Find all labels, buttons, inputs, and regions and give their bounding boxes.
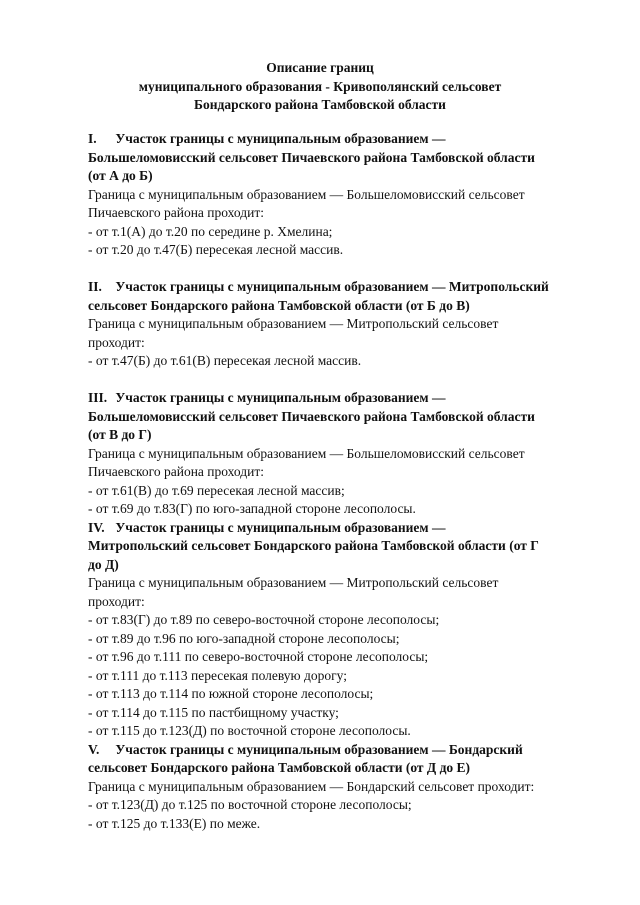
section-numeral: III.: [88, 390, 108, 405]
section-2: [88, 278, 608, 371]
body-line: проходит:: [88, 334, 145, 350]
heading-line: (от А до Б): [88, 168, 153, 183]
body-line: Граница с муниципальным образованием — Митропольский сельсовет: [88, 575, 499, 590]
heading-line: Участок границы с муниципальным образованием — Митропольский: [115, 279, 549, 294]
body-line: - от т.114 до т.115 по пастбищному участку;: [88, 704, 339, 720]
section-3: [88, 389, 608, 519]
title-line: муниципального образования - Кривополянский сельсовет: [138, 78, 502, 94]
section-heading: [88, 389, 608, 408]
heading-line: сельсовет Бондарского района Тамбовской области (от Д до Е): [88, 760, 471, 775]
section-heading: [88, 278, 608, 297]
body-line: Граница с муниципальным образованием — Бондарский сельсовет проходит:: [88, 778, 535, 794]
body-line: - от т.61(В) до т.69 пересекая лесной массив;: [88, 482, 345, 498]
document-title: [60, 59, 580, 115]
body-line: - от т.123(Д) до т.125 по восточной стороне лесополосы;: [88, 797, 412, 812]
heading-line: до Д): [88, 556, 119, 572]
heading-line: Митропольский сельсовет Бондарского района Тамбовской области (от Г: [88, 538, 539, 553]
document-body: [88, 130, 608, 833]
body-line: - от т.69 до т.83(Г) по юго-западной стороне лесополосы.: [88, 501, 416, 516]
body-line: Граница с муниципальным образованием — Большеломовисский сельсовет: [88, 186, 525, 202]
section-numeral: V.: [88, 741, 100, 757]
heading-line: Большеломовисский сельсовет Пичаевского района Тамбовской области: [88, 408, 535, 424]
section-4: [88, 519, 608, 741]
heading-line: (от В до Г): [88, 427, 152, 442]
body-line: - от т.20 до т.47(Б) пересекая лесной массив.: [88, 242, 344, 257]
section-heading: [88, 130, 608, 149]
body-line: - от т.96 до т.111 по северо-восточной стороне лесополосы;: [88, 649, 429, 664]
title-line: Бондарского района Тамбовской области: [194, 97, 446, 112]
heading-line: Участок границы с муниципальным образованием —: [115, 519, 446, 535]
body-line: - от т.113 до т.114 по южной стороне лесополосы;: [88, 686, 374, 701]
body-line: Граница с муниципальным образованием — Большеломовисский сельсовет: [88, 445, 525, 461]
section-heading: [88, 741, 608, 760]
section-numeral: IV.: [88, 519, 105, 535]
section-numeral: II.: [88, 279, 102, 294]
body-line: Пичаевского района проходит:: [88, 464, 265, 479]
section-5: [88, 741, 608, 834]
body-line: - от т.115 до т.123(Д) по восточной стороне лесополосы.: [88, 723, 411, 738]
body-line: - от т.47(Б) до т.61(В) пересекая лесной массив.: [88, 353, 362, 368]
heading-line: Участок границы с муниципальным образованием —: [115, 131, 446, 146]
body-line: - от т.111 до т.113 пересекая полевую дорогу;: [88, 667, 347, 683]
body-line: проходит:: [88, 593, 145, 609]
body-line: - от т.125 до т.133(Е) по меже.: [88, 815, 261, 831]
heading-line: Большеломовисский сельсовет Пичаевского района Тамбовской области: [88, 149, 535, 165]
body-line: - от т.83(Г) до т.89 по северо-восточной стороне лесополосы;: [88, 612, 440, 627]
section-1: [88, 130, 608, 260]
title-line: Описание границ: [266, 60, 374, 75]
body-line: Граница с муниципальным образованием — Митропольский сельсовет: [88, 316, 499, 331]
body-line: - от т.89 до т.96 по юго-западной стороне лесополосы;: [88, 630, 400, 646]
body-line: - от т.1(А) до т.20 по середине р. Хмелина;: [88, 223, 333, 239]
heading-line: сельсовет Бондарского района Тамбовской области (от Б до В): [88, 297, 470, 313]
body-line: Пичаевского района проходит:: [88, 205, 265, 220]
section-numeral: I.: [88, 131, 97, 146]
heading-line: Участок границы с муниципальным образованием —: [115, 390, 446, 405]
heading-line: Участок границы с муниципальным образованием — Бондарский: [115, 741, 523, 757]
section-heading: [88, 519, 608, 538]
